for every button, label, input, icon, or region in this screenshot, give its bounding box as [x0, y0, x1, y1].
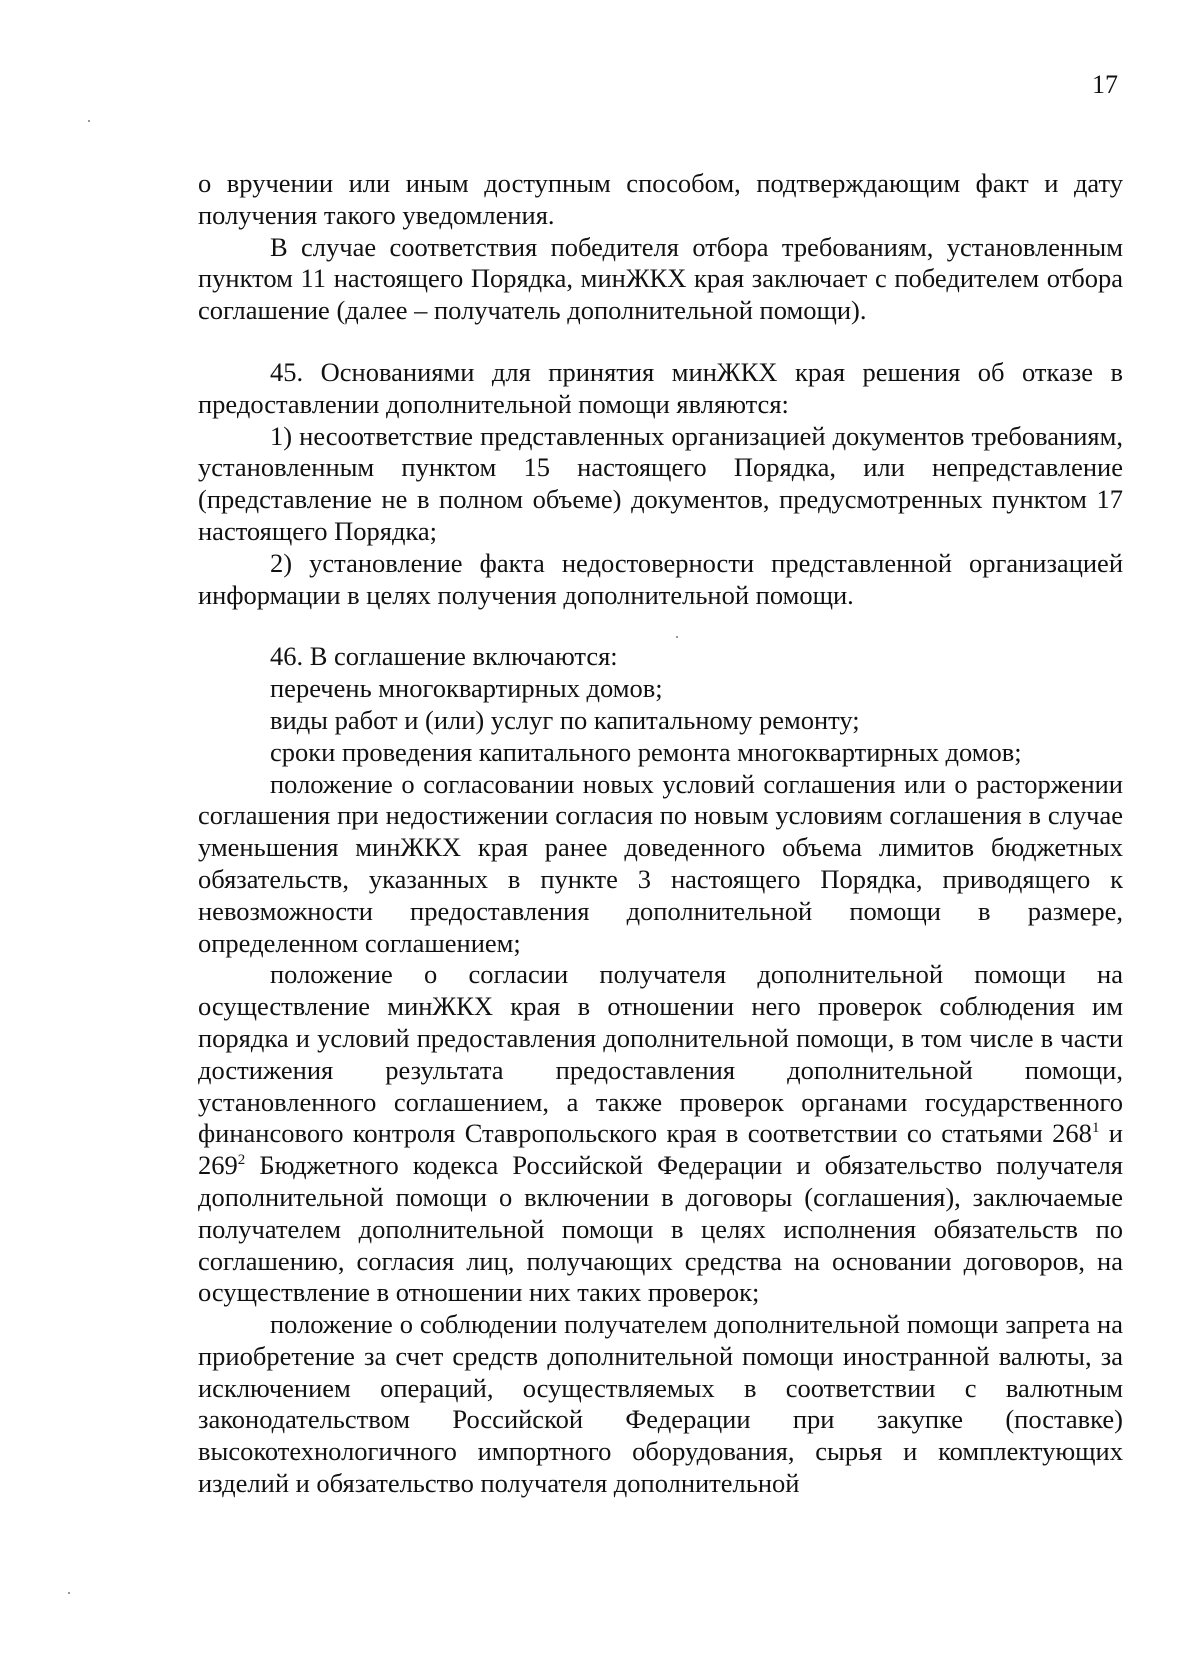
paragraph-45-item-2: 2) установление факта недостоверности представленной организацией информации в целях получения дополнительной помощи. — [198, 547, 1123, 610]
paragraph-agreement-conclusion: В случае соответствия победителя отбора требованиям, установленным пунктом 11 настоящего Порядка, минЖКХ края заключает с победителем отбора соглашение (далее – получатель дополнительной помощи). — [198, 231, 1123, 326]
paragraph-46-list-item: виды работ и (или) услуг по капитальному ремонту; — [270, 704, 860, 735]
paragraph-46-list-item: положение о согласовании новых условий соглашения или о расторжении соглашения при недостижении согласия по новым условиям соглашения в случае уменьшения минЖКХ края ранее доведенного объема лимитов бюджетных обязательств, указанных в пункте 3 настоящего Порядка, приводящего к невозможности предоставления дополнительной помощи в размере, определенном соглашением; — [198, 768, 1123, 958]
text-fragment: Бюджетного кодекса Российской Федерации и обязательство получателя дополнительной помощи о включении в договоры (соглашения), заключаемые получателем дополнительной помощи в целях исполнения обязательств по соглашению, согласия лиц, получающих средства на основании договоров, на осуществление в отношении них таких проверок; — [198, 1150, 1123, 1308]
paragraph-46-list-item: сроки проведения капитального ремонта многоквартирных домов; — [270, 736, 1022, 767]
paragraph-45-item-1: 1) несоответствие представленных организацией документов требованиям, установленным пунктом 15 настоящего Порядка, или непредставление (представление не в полном объеме) документов, предусмотренных пунктом 17 настоящего Порядка; — [198, 420, 1123, 546]
paragraph-46-list-item — [198, 959, 1123, 1309]
paragraph-46-heading: 46. В соглашение включаются: — [270, 641, 618, 672]
superscript: 2 — [237, 1152, 246, 1169]
text-fragment: и 269 — [198, 1118, 1123, 1181]
document-body — [198, 168, 1123, 1500]
text-fragment: положение о согласии получателя дополнительной помощи на осуществление минЖКХ края в отношении него проверок соблюдения им порядка и условий предоставления дополнительной помощи, в том числе в части достижения результата предоставления дополнительной помощи, установленного соглашением, а также проверок органами государственного финансового контроля Ставропольского края в соответствии со статьями 268 — [198, 959, 1123, 1149]
paragraph-45-heading: 45. Основаниями для принятия минЖКХ края решения об отказе в предоставлении дополнительной помощи являются: — [198, 356, 1123, 419]
paragraph-delivery-notice: о вручении или иным доступным способом, подтверждающим факт и дату получения такого уведомления. — [198, 168, 1123, 230]
paragraph-46-list-item: положение о соблюдении получателем дополнительной помощи запрета на приобретение за счет средств дополнительной помощи иностранной валюты, за исключением операций, осуществляемых в соответствии с валютным законодательством Российской Федерации при закупке (поставке) высокотехнологичного импортного оборудования, сырья и комплектующих изделий и обязательство получателя дополнительной — [198, 1309, 1123, 1499]
scan-speck — [88, 120, 90, 122]
scan-speck — [68, 1592, 70, 1594]
superscript: 1 — [1091, 1120, 1100, 1137]
page-number: 17 — [1092, 70, 1118, 99]
paragraph-46-list-item: перечень многоквартирных домов; — [270, 673, 663, 704]
